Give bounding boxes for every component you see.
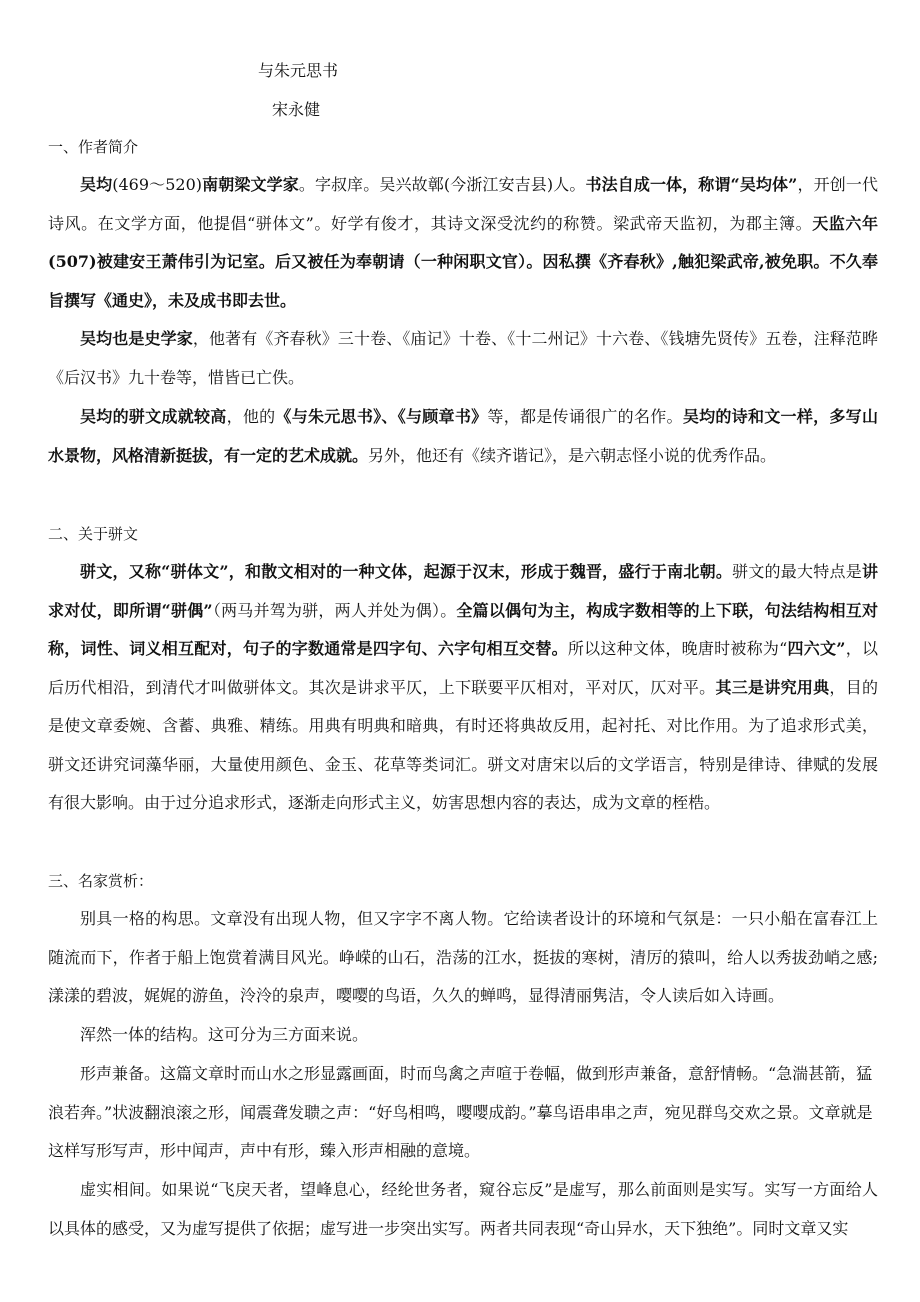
text-run: 等，都是传诵很广的名作。 bbox=[487, 407, 683, 426]
paragraph bbox=[48, 1055, 878, 1171]
bold-text-run: 南朝梁文学家 bbox=[202, 175, 299, 194]
paragraph bbox=[48, 900, 878, 1016]
bold-text-run: 吴均 bbox=[80, 175, 113, 194]
section-heading: 二、关于骈文 bbox=[48, 525, 139, 543]
doc-author: 宋永健 bbox=[272, 100, 321, 119]
text-run: 别具一格的构思。文章没有出现人物，但又字字不离人物。它给读者设计的环境和气氛是：一只小船在富春江上随流而下，作者于船上饱赏着满目风光。峥嵘的山石，浩荡的江水，挺拔的寒树，清厉的猿叫，给人以秀拔劲峭之感;漾漾的碧波，娓娓的游鱼，泠泠的泉声，嘤嘤的鸟语，久久的蝉鸣，显得清丽隽洁，令人读后如入诗画。 bbox=[48, 909, 878, 1005]
bold-text-run: 吴均的诗和文一样，多写山水景物，风格清新挺拔，有一定的艺术成就。 bbox=[48, 407, 878, 465]
section-heading: 三、名家赏析： bbox=[48, 872, 154, 890]
text-run: ，他的 bbox=[226, 407, 276, 426]
bold-text-run: 四六文” bbox=[787, 639, 846, 658]
paragraph bbox=[48, 1016, 878, 1055]
bold-text-run: 书法自成一体，称谓“吴均体” bbox=[585, 175, 798, 194]
text-run: 另外，他还有《续齐谐记》，是六朝志怪小说的优秀作品。 bbox=[368, 445, 777, 465]
text-run: 形声兼备。这篇文章时而山水之形显露画面，时而鸟禽之声喧于卷幅，做到形声兼备，意舒情畅。“急湍甚箭，猛浪若奔。”状波翻浪滚之形，闻震聋发聩之声：“好鸟相鸣，嘤嘤成韵。”摹鸟语串串之声，宛见群鸟交欢之景。文章就是这样写形写声，形中闻声，声中有形，臻入形声相融的意境。 bbox=[48, 1064, 873, 1160]
bold-text-run: 骈文，又称“骈体文”，和散文相对的一种文体，起源于汉末，形成于魏晋，盛行于南北朝。 bbox=[80, 562, 733, 581]
text-run: 所以这种文体，晚唐时被称为“ bbox=[567, 639, 788, 658]
text-run: 骈文的最大特点是 bbox=[732, 562, 862, 581]
paragraph bbox=[48, 320, 878, 397]
paragraph bbox=[48, 166, 878, 320]
bold-text-run: 其三是讲究用典 bbox=[715, 677, 830, 697]
bold-text-run: 讲求对仗，即所谓“骈偶” bbox=[48, 562, 878, 620]
paragraph bbox=[48, 1171, 878, 1248]
bold-text-run: 《与朱元思书》、《与顾章书》 bbox=[275, 407, 488, 426]
bold-text-run: 天监六年 (507)被建安王萧伟引为记室。后又被任为奉朝请（一种闲职文官）。因私撰《齐春秋》,触犯梁武帝,被免职。不久奉旨撰写《通史》，未及成书即去世。 bbox=[48, 213, 878, 310]
text-run: 浑然一体的结构。这可分为三方面来说。 bbox=[80, 1025, 369, 1044]
bold-text-run: 全篇以偶句为主，构成字数相等的上下联，句法结构相互对称，词性、词义相互配对，句子的字数通常是四字句、六字句相互交替。 bbox=[48, 600, 878, 658]
text-run: 虚实相间。如果说“飞戾天者，望峰息心，经纶世务者，窥谷忘反”是虚写，那么前面则是实写。实写一方面给人以具体的感受，又为虚写提供了依据；虚写进一步突出实写。两者共同表现“奇山异水，天下独绝”。同时文章又实 bbox=[48, 1180, 878, 1238]
bold-text-run: 吴均也是史学家 bbox=[80, 329, 193, 348]
bold-text-run: 吴均的骈文成就较高 bbox=[80, 407, 227, 426]
text-run: (469～520) bbox=[112, 175, 203, 194]
text-run: ，他著有《齐春秋》三十卷、《庙记》十卷、《十二州记》十六卷、《钱塘先贤传》五卷，注释范晔《后汉书》九十卷等，惜皆已亡佚。 bbox=[48, 329, 878, 387]
text-run: 。字叔庠。吴兴故鄣(今浙江安吉县)人。 bbox=[298, 175, 586, 194]
paragraph bbox=[48, 553, 878, 823]
text-run: ，开创一代诗风。在文学方面，他提倡“骈体文”。好学有俊才，其诗文深受沈约的称赞。梁武帝天监初，为郡主簿。 bbox=[48, 175, 878, 233]
paragraph bbox=[48, 398, 878, 475]
doc-title: 与朱元思书 bbox=[258, 61, 339, 80]
section-heading: 一、作者简介 bbox=[48, 138, 139, 156]
text-run: ，目的是使文章委婉、含蓄、典雅、精练。用典有明典和暗典，有时还将典故反用，起衬托、对比作用。为了追求形式美，骈文还讲究词藻华丽，大量使用颜色、金玉、花草等类词汇。骈文对唐宋以后的文学语言，特别是律诗、律赋的发展有很大影响。由于过分追求形式，逐渐走向形式主义，妨害思想内容的表达，成为文章的桎梏。 bbox=[48, 677, 878, 812]
text-run: ，以后历代相沿，到清代才叫做骈体文。其次是讲求平仄，上下联要平仄相对，平对仄，仄对平。 bbox=[48, 639, 878, 697]
text-run: （两马并驾为骈，两人并处为偶）。 bbox=[212, 600, 457, 620]
